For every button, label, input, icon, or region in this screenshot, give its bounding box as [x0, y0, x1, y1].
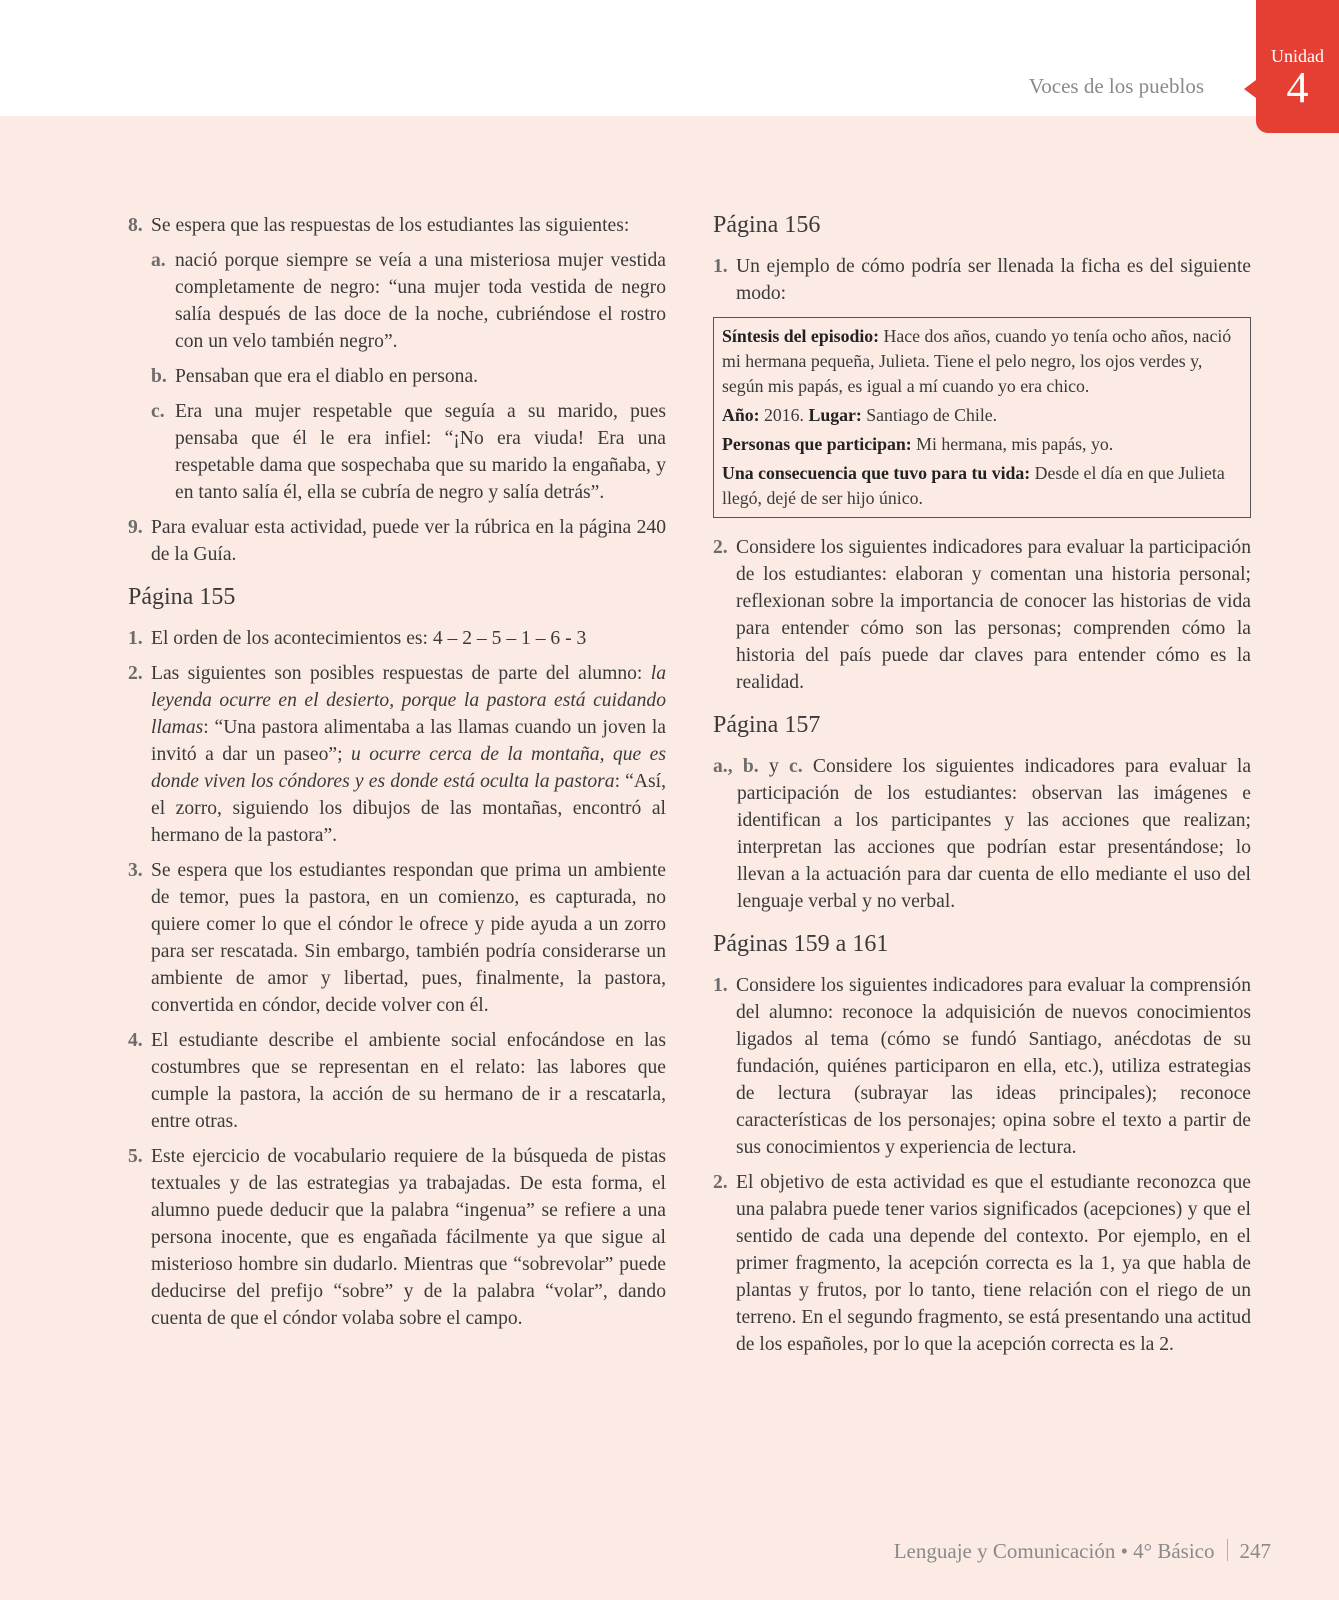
sub-text: Era una mujer respetable que seguía a su marido, pues pensaba que él le era infiel: “¡No era viuda! Era una respetable dama que sospechaba que su marido la engañaba, y en tanto salía él, ella se cubría de negro y salía detrás”.	[175, 401, 666, 503]
heading-pages-159-161: Páginas 159 a 161	[713, 931, 889, 957]
answer-text: Este ejercicio de vocabulario requiere de la búsqueda de pistas textuales y de las estrategias ya trabajadas. De esta forma, el alumno puede deducir que la palabra “ingenua” se refiere a una persona inocente, que es engañada fácilmente ya que sigue al misterioso hombre sin dudarlo. Mientras que “sobrevolar” puede deducirse del prefijo “sobre” y de la palabra “volar”, dando cuenta de que el cóndor volaba sobre el campo.	[151, 1146, 666, 1329]
form-value: Hace dos años, cuando yo tenía ocho años, nació mi hermana pequeña, Julieta. Tiene el pelo negro, los ojos verdes y, según mis papás, es igual a mí cuando yo era chico.	[722, 326, 1232, 396]
answer-8c	[151, 398, 666, 506]
right-column	[713, 212, 1251, 1366]
form-value: Desde el día en que Julieta llegó, dejé de ser hijo único.	[722, 463, 1225, 508]
unit-label: Unidad	[1271, 46, 1324, 66]
left-column	[128, 212, 666, 1340]
form-label: Personas que participan:	[722, 434, 912, 454]
answer-number: 2.	[128, 663, 143, 684]
sub-letter: b.	[151, 366, 167, 387]
answer-9	[128, 514, 666, 568]
sub-letter: c.	[151, 401, 165, 422]
answer-number: 2.	[713, 537, 728, 558]
answer-number: 2.	[713, 1172, 728, 1193]
answer-text: Las siguientes son posibles respuestas de parte del alumno:	[151, 663, 651, 684]
p156-answer-2	[713, 534, 1251, 696]
form-label: Año:	[722, 405, 760, 425]
answer-number: c.	[789, 756, 803, 777]
answer-number: 1.	[713, 975, 728, 996]
example-form-box	[713, 317, 1251, 518]
answer-italic: u ocurre cerca de la montaña, que es donde viven los cóndores y es donde está oculta la pastora	[151, 744, 666, 792]
page-number: 247	[1239, 1539, 1271, 1563]
form-label: Síntesis del episodio:	[722, 326, 880, 346]
form-synthesis	[722, 324, 1242, 399]
unit-number: 4	[1286, 63, 1309, 112]
form-label: Una consecuencia que tuvo para tu vida:	[722, 463, 1031, 483]
answer-italic: la leyenda ocurre en el desierto, porque la pastora está cuidando llamas	[151, 663, 666, 738]
answer-text: : “Una pastora alimentaba a las llamas cuando un joven la invitó a dar un paseo”;	[151, 717, 666, 765]
answer-number: 1.	[128, 628, 143, 649]
p156-answer-1	[713, 253, 1251, 307]
answer-text: Considere los siguientes indicadores para evaluar la participación de los estudiantes: observan las imágenes e identifican a los participantes y las acciones que realizan; interpretan las acciones que podrían estar presentándose; lo llevan a la actuación para dar cuenta de ello mediante el uso del lenguaje verbal y no verbal.	[737, 756, 1252, 912]
p155-answer-3	[128, 857, 666, 1019]
answer-number: 3.	[128, 860, 143, 881]
answer-text: Considere los siguientes indicadores para evaluar la comprensión del alumno: reconoce la adquisición de nuevos conocimientos ligados al tema (cómo se fundó Santiago, anécdotas de su fundación, quiénes participaron en ella, etc.), utiliza estrategias de lectura (subrayar las ideas principales); reconoce características de los personajes; opina sobre el texto a partir de sus conocimientos y experiencia de lectura.	[736, 975, 1251, 1158]
p155-answer-2	[128, 660, 666, 849]
answer-text: El orden de los acontecimientos es: 4 – 2 – 5 – 1 – 6 - 3	[151, 628, 587, 649]
section-title: Voces de los pueblos	[1028, 74, 1204, 98]
answer-text: El estudiante describe el ambiente social enfocándose en las costumbres que se representan en el relato: las labores que cumple la pastora, la acción de su hermano de ir a rescatarla, entre otras.	[151, 1030, 666, 1132]
form-participants	[722, 432, 1242, 457]
answer-8-sublist	[128, 247, 666, 506]
answer-text: Se espera que los estudiantes respondan que prima un ambiente de temor, pues la pastora, en un comienzo, es capturada, no quiere comer lo que el cóndor le ofrece y pide ayuda a un zorro para ser rescatada. Sin embargo, también podría considerarse un ambiente de amor y libertad, pues, finalmente, la pastora, convertida en cóndor, decide volver con él.	[151, 860, 666, 1016]
form-value: Mi hermana, mis papás, yo.	[911, 434, 1114, 454]
answer-text: : “Así, el zorro, siguiendo los dibujos de las montañas, encontró al hermano de la pastora”.	[151, 771, 667, 846]
answer-number: 5.	[128, 1146, 143, 1167]
answer-8a	[151, 247, 666, 355]
form-value: Santiago de Chile.	[861, 405, 998, 425]
p157-answer-abc	[713, 753, 1251, 915]
answer-number: b.	[742, 756, 759, 777]
heading-page-155: Página 155	[128, 584, 236, 610]
form-year-place	[722, 403, 1242, 428]
heading-page-156: Página 156	[713, 212, 821, 238]
footer-divider	[1227, 1539, 1228, 1561]
p159-answer-1	[713, 972, 1251, 1161]
answer-8b	[151, 363, 666, 390]
p155-answer-5	[128, 1143, 666, 1332]
answer-text: El objetivo de esta actividad es que el estudiante reconozca que una palabra puede tener varios significados (acepciones) y que el sentido de cada una depende del contexto. Por ejemplo, en el primer fragmento, la acepción correcta es la 1, ya que habla de plantas y frutos, por lo tanto, tiene relación con el riego de un terreno. En el segundo fragmento, se está presentando una actitud de los españoles, por lo que la acepción correcta es la 2.	[736, 1172, 1251, 1355]
p155-answer-4	[128, 1027, 666, 1135]
page-footer	[894, 1539, 1271, 1564]
answer-connector: y	[758, 756, 790, 777]
sub-text: nació porque siempre se veía a una misteriosa mujer vestida completamente de negro: “una mujer toda vestida de negro salía después de las doce de la noche, cubriéndose el rostro con un velo también negro”.	[175, 250, 666, 352]
answer-number: 8.	[128, 215, 143, 236]
book-title: Lenguaje y Comunicación • 4° Básico	[893, 1539, 1215, 1563]
answer-text: Se espera que las respuestas de los estudiantes las siguientes:	[151, 215, 630, 236]
form-label: Lugar:	[808, 405, 862, 425]
heading-page-157: Página 157	[713, 712, 821, 738]
answer-text: Considere los siguientes indicadores para evaluar la participación de los estudiantes: elaboran y comentan una historia personal; reflexionan sobre la importancia de conocer las historias de vida para entender cómo son las personas; comprenden cómo la historia del país puede dar claves para entender cómo es la realidad.	[736, 537, 1251, 693]
answer-number: 4.	[128, 1030, 143, 1051]
sub-letter: a.	[151, 250, 166, 271]
answer-number: 9.	[128, 517, 143, 538]
sub-text: Pensaban que era el diablo en persona.	[175, 366, 479, 387]
answer-number: 1.	[713, 256, 728, 277]
unit-tab	[1256, 0, 1339, 133]
answer-number: a.,	[713, 756, 733, 777]
answer-8	[128, 212, 666, 239]
p155-answer-1	[128, 625, 666, 652]
form-value: 2016.	[759, 405, 809, 425]
answer-text: Para evaluar esta actividad, puede ver la rúbrica en la página 240 de la Guía.	[151, 517, 666, 565]
form-consequence	[722, 461, 1242, 511]
answer-text: Un ejemplo de cómo podría ser llenada la ficha es del siguiente modo:	[736, 256, 1251, 304]
p159-answer-2	[713, 1169, 1251, 1358]
